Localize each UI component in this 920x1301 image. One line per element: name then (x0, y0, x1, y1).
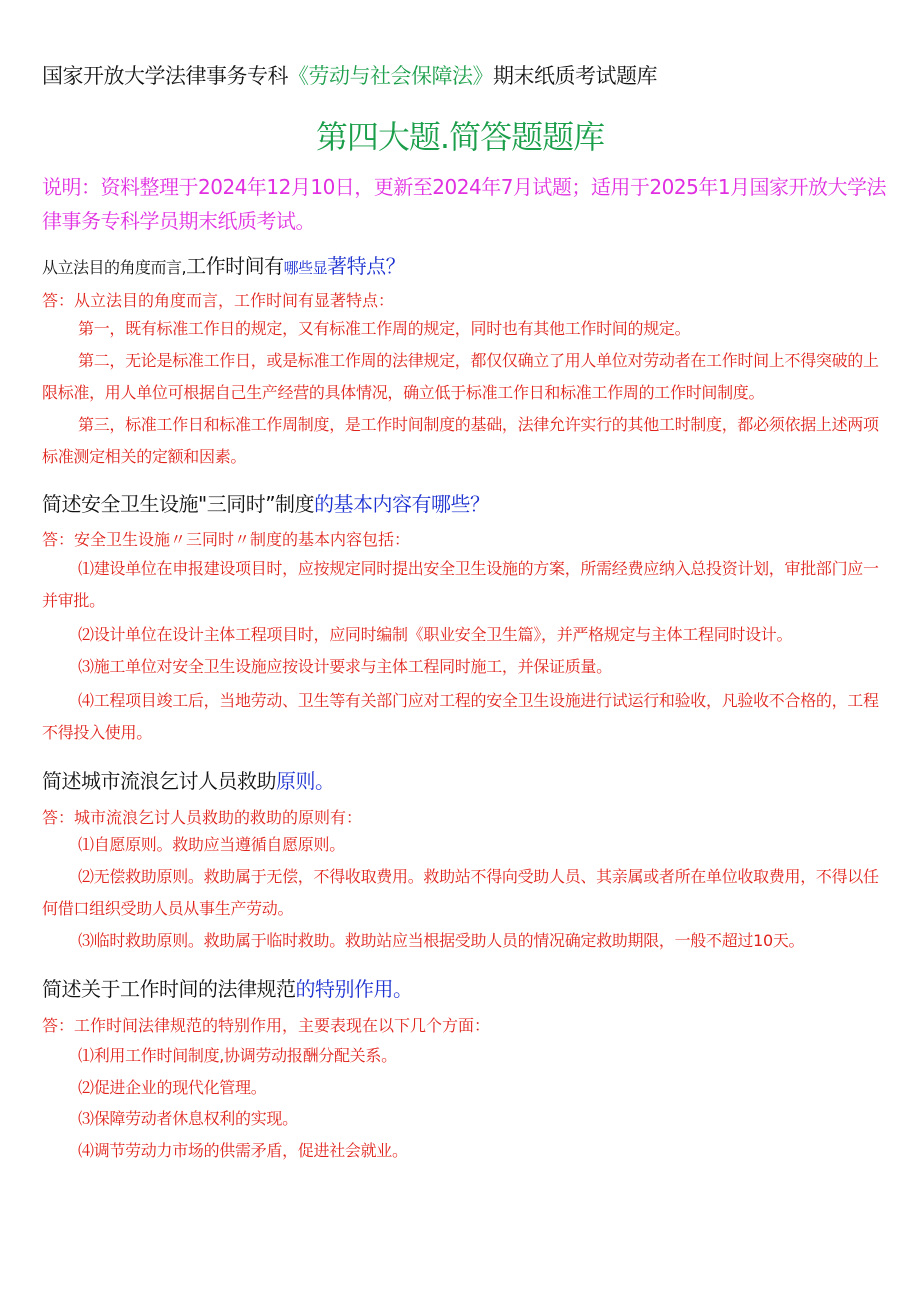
question-2-heading (42, 488, 490, 517)
document-header (42, 60, 657, 90)
question-2-point-3: ⑶施工单位对安全卫生设施应按设计要求与主体工程同时施工，并保证质量。 (78, 657, 612, 676)
question-4-blue: 的特别作用。 (295, 977, 413, 1001)
question-1-blue: 著特点？ (327, 254, 406, 278)
question-3-blue: 原则。 (276, 769, 335, 793)
question-2-point-4: ⑷工程项目竣工后，当地劳动、卫生等有关部门应对工程的安全卫生设施进行试运行和验收，凡验收不合格的，工程不得投入使用。 (42, 691, 879, 742)
question-1-main: 工作时间有 (186, 254, 284, 278)
question-3-answer: 答：城市流浪乞讨人员救助的救助的原则有： (42, 808, 363, 827)
question-3-point-2: ⑵无偿救助原则。救助属于无偿，不得收取费用。救助站不得向受助人员、其亲属或者所在单位收取费用，不得以任何借口组织受助人员从事生产劳动。 (42, 867, 879, 918)
header-book-title: 《劳动与社会保障法》 (288, 64, 493, 88)
section-title: 第四大题.简答题题库 (315, 118, 605, 156)
description-note: 说明：资料整理于2024年12月10日，更新至2024年7月试题；适用于2025年1月国家开放大学法律事务专科学员期末纸质考试。 (42, 175, 887, 233)
question-2-main: 简述安全卫生设施"三同时”制度 (42, 492, 315, 516)
question-1-point-2: 第二，无论是标准工作日，或是标准工作周的法律规定，都仅仅确立了用人单位对劳动者在工作时间上不得突破的上限标准，用人单位可根据自己生产经营的具体情况，确立低于标准工作日和标准工作周的工作时间制度。 (42, 351, 879, 402)
question-4-main: 简述关于工作时间的法律规范 (42, 977, 296, 1001)
question-1-small: 哪些显 (283, 259, 328, 277)
question-4-point-1: ⑴利用工作时间制度,协调劳动报酬分配关系。 (78, 1046, 397, 1065)
question-2-blue: 的基本内容有哪些？ (314, 492, 490, 516)
question-1-lead: 从立法目的角度而言, (42, 258, 187, 277)
question-3-main: 简述城市流浪乞讨人员救助 (42, 769, 276, 793)
question-1-heading (42, 250, 405, 279)
question-4-point-3: ⑶保障劳动者休息权利的实现。 (78, 1109, 298, 1128)
question-1-point-1: 第一，既有标准工作日的规定，又有标准工作周的规定，同时也有其他工作时间的规定。 (78, 319, 691, 338)
question-2-point-1: ⑴建设单位在申报建设项目时，应按规定同时提出安全卫生设施的方案，所需经费应纳入总投资计划，审批部门应一并审批。 (42, 559, 879, 610)
question-4-heading (42, 973, 413, 1002)
question-4-point-4: ⑷调节劳动力市场的供需矛盾，促进社会就业。 (78, 1141, 408, 1160)
question-2-point-2: ⑵设计单位在设计主体工程项目时，应同时编制《职业安全卫生篇》，并严格规定与主体工程同时设计。 (78, 625, 793, 644)
header-suffix: 期末纸质考试题库 (493, 64, 657, 88)
header-prefix: 国家开放大学法律事务专科 (42, 64, 288, 88)
question-3-point-3: ⑶临时救助原则。救助属于临时救助。救助站应当根据受助人员的情况确定救助期限，一般不超过10天。 (78, 931, 805, 950)
question-1-answer: 答：从立法目的角度而言，工作时间有显著特点： (42, 291, 395, 310)
question-1-point-3: 第三，标准工作日和标准工作周制度，是工作时间制度的基础，法律允许实行的其他工时制度，都必须依据上述两项标准测定相关的定额和因素。 (42, 415, 879, 466)
question-2-answer: 答：安全卫生设施〃三同时〃制度的基本内容包括： (42, 530, 411, 549)
question-3-point-1: ⑴自愿原则。救助应当遵循自愿原则。 (78, 835, 345, 854)
question-3-heading (42, 765, 335, 794)
question-4-answer: 答：工作时间法律规范的特别作用，主要表现在以下几个方面： (42, 1016, 491, 1035)
question-4-point-2: ⑵促进企业的现代化管理。 (78, 1078, 267, 1097)
